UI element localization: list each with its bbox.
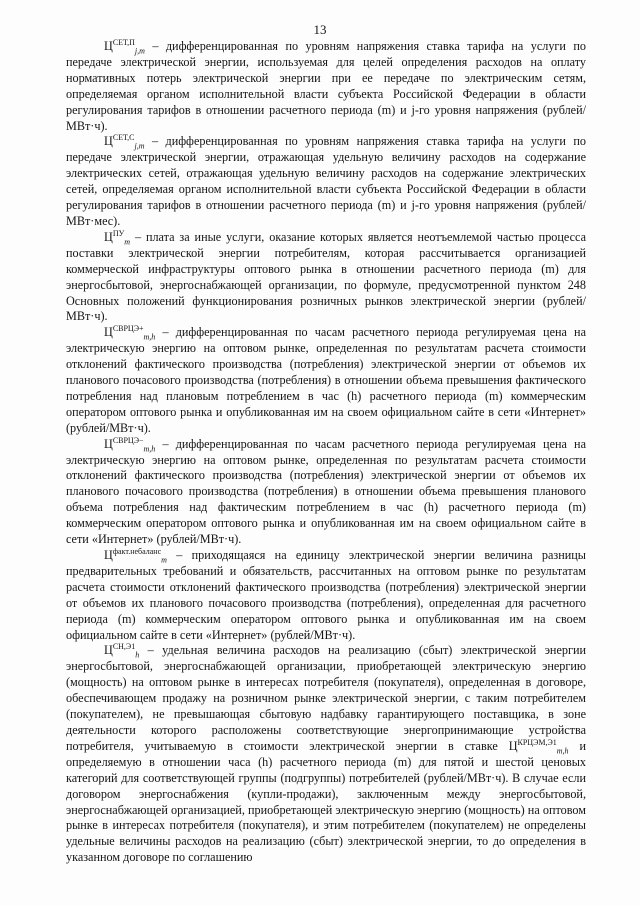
formula-symbol: $Ц^{СЕТ,П}_{j,m}$ [104, 37, 145, 56]
paragraph-text: – приходящаяся на единицу электрической энергии величина разницы предварительных требований и обязательств, рассчитанных на оптовом рынке по результатам расчета стоимости отклонений фактического производства (потребления) электрической энергии от объемов их планового почасового производства (потребления), определенная для расчетного периода (m) коммерческим оператором оптового рынка и опубликованная им на своем официальном сайте в сети «Интернет» (рублей/МВт·ч). [66, 548, 586, 642]
formula-symbol: $Ц^{СЕТ,С}_{j,m}$ [104, 133, 145, 151]
paragraph-imbalance [66, 548, 586, 643]
paragraph-text-continued: и определяемую в отношении часа (h) расчетного периода (m) для пятой и шестой ценовых категорий для соответствующей группы (подгруппы) потребителей (рублей/МВт·ч). В случае если договором энергоснабжения (купли-продажи), заключенным между энергосбытовой, энергоснабжающей организацией, приобретающей электрическую энергию (мощность) на оптовом рынке в интересах потребителя (покупателя), и этим потребителем (покупателем) не определены удельные величины расходов на реализацию (сбыт) электрической энергии, то до определения в указанном договоре по соглашению [66, 738, 586, 865]
formula-symbol: $Ц^{СН,Э1}_h$ [104, 642, 140, 660]
paragraph-text: – удельная величина расходов на реализацию (сбыт) электрической энергии энергосбытовой, энергоснабжающей организации, приобретающей электрическую энергию (мощность) на оптовом рынке в интересах потребителя (покупателя), определенная в договоре, обеспечивающем продажу на розничном рынке электрической энергии, с таким потребителем (покупателем), не превышающая сбытовую надбавку гарантирующего поставщика, в зоне деятельности которого расположены соответствующие энергопринимающие устройства потребителя, учитываемую в стоимости электрической энергии в ставке [66, 643, 586, 753]
paragraph-sales-costs [66, 643, 586, 866]
paragraph-text: – плата за иные услуги, оказание которых является неотъемлемой частью процесса поставки электрической энергии потребителям, которая рассчитывается организацией коммерческой инфраструктуры оптового рынка в отношении расчетного периода (m) для энергосбытовой, энергоснабжающей организации, по формуле, предусмотренной пунктом 248 Основных положений функционирования розничных рынков электрической энергии (рублей/МВт·ч). [66, 229, 586, 324]
formula-symbol: $Ц^{факт.небаланс}_m$ [104, 546, 167, 565]
paragraph-other-services [66, 230, 586, 325]
document-body [66, 39, 586, 866]
inline-formula-symbol: $Ц^{КРЦЭМ,Э1}_{m,h}$ [508, 737, 569, 756]
paragraph-tariff-maintenance [66, 134, 586, 229]
paragraph-text: – дифференцированная по уровням напряжения ставка тарифа на услуги по передаче электрической энергии, отражающая удельную величину расходов на содержание электрических сетей, отражающая удельную величину расходов на содержание электрических сетей, определяемая органом исполнительной власти субъекта Российской Федерации в области регулирования тарифов в отношении расчетного периода (m) и j-го уровня напряжения (рублей/МВт·мес). [66, 134, 586, 228]
formula-symbol: $Ц^{СВРЦЭ-}_{m,h}$ [104, 435, 156, 454]
page-number: 13 [313, 22, 327, 37]
formula-symbol: $Ц^{ПУ}_m$ [104, 228, 131, 247]
paragraph-text: – дифференцированная по уровням напряжения ставка тарифа на услуги по передаче электрической энергии, используемая для целей определения расходов на оплату нормативных потерь электрической энергии при ее передаче по электрическим сетям, определяемая органом исполнительной власти субъекта Российской Федерации в области регулирования тарифов в отношении расчетного периода (m) и j-го уровня напряжения (рублей/МВт·ч). [66, 39, 586, 133]
paragraph-text: – дифференцированная по часам расчетного периода регулируемая цена на электрическую энергию на оптовом рынке, определенная по результатам расчета стоимости отклонений фактического производства (потребления) электрической энергии от объемов их планового почасового производства (потребления) в отношении объема превышения фактического потребления над плановым потреблением в час (h) расчетного периода (m) коммерческим оператором оптового рынка и опубликованная им на своем официальном сайте в сети «Интернет» (рублей/МВт·ч). [66, 325, 586, 435]
formula-symbol: $Ц^{СВРЦЭ+}_{m,h}$ [104, 324, 156, 342]
paragraph-tariff-losses [66, 39, 586, 134]
paragraph-text: – дифференцированная по часам расчетного периода регулируемая цена на электрическую энергию на оптовом рынке, определенная по результатам расчета стоимости отклонений фактического производства (потребления) электрической энергии от объемов их планового почасового производства (потребления) в отношении объема превышения планового объема потребления над фактическим потреблением в час (h) расчетного периода (m) коммерческим оператором оптового рынка и опубликованная им на своем официальном сайте в сети «Интернет» (рублей/МВт·ч). [66, 436, 586, 547]
paragraph-price-excess [66, 325, 586, 436]
paragraph-price-shortfall [66, 437, 586, 548]
